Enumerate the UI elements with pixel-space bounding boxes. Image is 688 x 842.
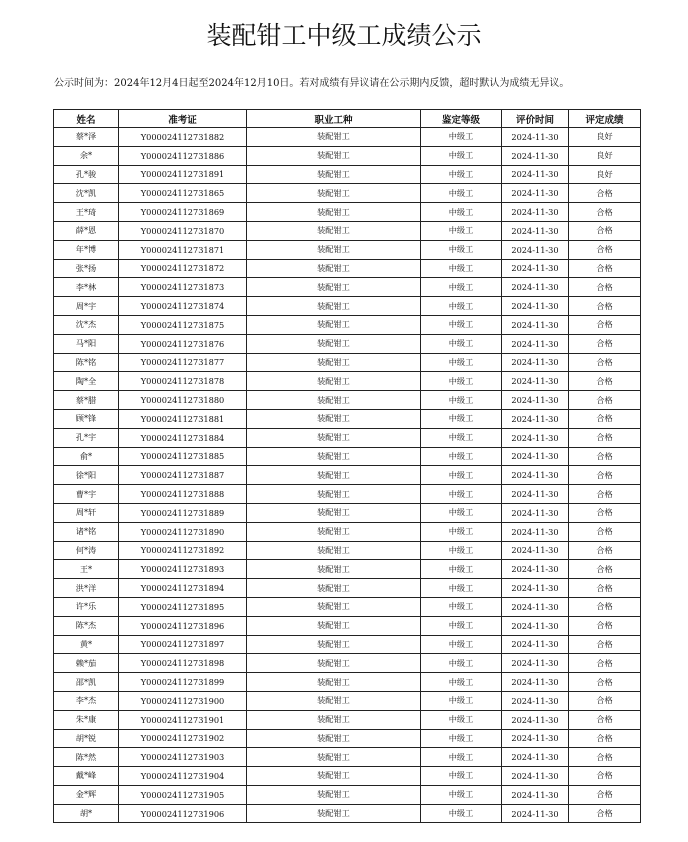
cell-result: 合格: [569, 785, 641, 804]
cell-occupation: 装配钳工: [247, 785, 421, 804]
table-row: [54, 541, 641, 560]
cell-name: 戴*峰: [54, 767, 119, 786]
cell-eval-date: 2024-11-30: [502, 503, 569, 522]
cell-exam-id: Y000024112731893: [119, 560, 247, 579]
cell-exam-id: Y000024112731874: [119, 297, 247, 316]
cell-exam-id: Y000024112731906: [119, 804, 247, 823]
cell-exam-id: Y000024112731873: [119, 278, 247, 297]
cell-level: 中级工: [421, 485, 502, 504]
cell-result: 合格: [569, 334, 641, 353]
cell-name: 陈*铭: [54, 353, 119, 372]
cell-level: 中级工: [421, 748, 502, 767]
cell-eval-date: 2024-11-30: [502, 428, 569, 447]
cell-eval-date: 2024-11-30: [502, 710, 569, 729]
cell-name: 曹*宇: [54, 485, 119, 504]
cell-exam-id: Y000024112731869: [119, 203, 247, 222]
cell-exam-id: Y000024112731889: [119, 503, 247, 522]
table-row: [54, 654, 641, 673]
cell-exam-id: Y000024112731904: [119, 767, 247, 786]
cell-exam-id: Y000024112731878: [119, 372, 247, 391]
cell-name: 俞*: [54, 447, 119, 466]
cell-occupation: 装配钳工: [247, 522, 421, 541]
cell-exam-id: Y000024112731877: [119, 353, 247, 372]
cell-eval-date: 2024-11-30: [502, 748, 569, 767]
cell-exam-id: Y000024112731881: [119, 409, 247, 428]
cell-result: 合格: [569, 597, 641, 616]
cell-name: 薛*恩: [54, 221, 119, 240]
cell-occupation: 装配钳工: [247, 579, 421, 598]
table-row: [54, 616, 641, 635]
header-exam-id: 准考证: [119, 110, 247, 128]
cell-exam-id: Y000024112731895: [119, 597, 247, 616]
table-row: [54, 522, 641, 541]
cell-name: 徐*阳: [54, 466, 119, 485]
cell-eval-date: 2024-11-30: [502, 315, 569, 334]
cell-occupation: 装配钳工: [247, 710, 421, 729]
table-row: [54, 729, 641, 748]
cell-result: 合格: [569, 767, 641, 786]
cell-exam-id: Y000024112731902: [119, 729, 247, 748]
cell-level: 中级工: [421, 597, 502, 616]
cell-level: 中级工: [421, 146, 502, 165]
cell-name: 孔*骏: [54, 165, 119, 184]
table-row: [54, 447, 641, 466]
cell-occupation: 装配钳工: [247, 635, 421, 654]
cell-level: 中级工: [421, 221, 502, 240]
cell-exam-id: Y000024112731865: [119, 184, 247, 203]
cell-eval-date: 2024-11-30: [502, 691, 569, 710]
cell-name: 王*琦: [54, 203, 119, 222]
cell-name: 邵*凯: [54, 673, 119, 692]
cell-eval-date: 2024-11-30: [502, 334, 569, 353]
table-row: [54, 597, 641, 616]
cell-name: 陈*杰: [54, 616, 119, 635]
cell-name: 蔡*腊: [54, 391, 119, 410]
table-row: [54, 409, 641, 428]
cell-exam-id: Y000024112731885: [119, 447, 247, 466]
cell-eval-date: 2024-11-30: [502, 165, 569, 184]
header-name: 姓名: [54, 110, 119, 128]
table-row: [54, 128, 641, 147]
table-header-row: [54, 110, 641, 128]
cell-exam-id: Y000024112731884: [119, 428, 247, 447]
cell-result: 合格: [569, 635, 641, 654]
cell-eval-date: 2024-11-30: [502, 579, 569, 598]
cell-level: 中级工: [421, 560, 502, 579]
table-row: [54, 466, 641, 485]
cell-name: 陈*然: [54, 748, 119, 767]
cell-occupation: 装配钳工: [247, 297, 421, 316]
table-row: [54, 710, 641, 729]
cell-level: 中级工: [421, 691, 502, 710]
cell-level: 中级工: [421, 635, 502, 654]
cell-result: 合格: [569, 391, 641, 410]
cell-name: 周*轩: [54, 503, 119, 522]
cell-level: 中级工: [421, 579, 502, 598]
table-row: [54, 785, 641, 804]
cell-occupation: 装配钳工: [247, 691, 421, 710]
cell-eval-date: 2024-11-30: [502, 654, 569, 673]
cell-level: 中级工: [421, 315, 502, 334]
publicity-notice: 公示时间为：2024年12月4日起至2024年12月10日。若对成绩有异议请在公示期内反馈，超时默认为成绩无异议。: [54, 78, 570, 89]
cell-result: 合格: [569, 579, 641, 598]
cell-eval-date: 2024-11-30: [502, 447, 569, 466]
cell-result: 合格: [569, 447, 641, 466]
results-table: [53, 109, 641, 823]
cell-exam-id: Y000024112731870: [119, 221, 247, 240]
cell-name: 沈*杰: [54, 315, 119, 334]
table-row: [54, 673, 641, 692]
table-row: [54, 184, 641, 203]
cell-name: 胡*: [54, 804, 119, 823]
cell-occupation: 装配钳工: [247, 466, 421, 485]
cell-eval-date: 2024-11-30: [502, 597, 569, 616]
cell-eval-date: 2024-11-30: [502, 391, 569, 410]
cell-result: 合格: [569, 240, 641, 259]
table-row: [54, 691, 641, 710]
cell-eval-date: 2024-11-30: [502, 673, 569, 692]
table-row: [54, 767, 641, 786]
cell-eval-date: 2024-11-30: [502, 616, 569, 635]
cell-eval-date: 2024-11-30: [502, 240, 569, 259]
cell-exam-id: Y000024112731891: [119, 165, 247, 184]
header-level: 鉴定等级: [421, 110, 502, 128]
cell-name: 张*扬: [54, 259, 119, 278]
cell-result: 合格: [569, 522, 641, 541]
cell-level: 中级工: [421, 240, 502, 259]
cell-level: 中级工: [421, 409, 502, 428]
cell-level: 中级工: [421, 297, 502, 316]
cell-result: 合格: [569, 691, 641, 710]
table-row: [54, 560, 641, 579]
cell-eval-date: 2024-11-30: [502, 804, 569, 823]
cell-result: 合格: [569, 203, 641, 222]
cell-occupation: 装配钳工: [247, 503, 421, 522]
cell-level: 中级工: [421, 785, 502, 804]
table-row: [54, 297, 641, 316]
table-row: [54, 165, 641, 184]
table-row: [54, 391, 641, 410]
cell-result: 合格: [569, 184, 641, 203]
cell-name: 黄*: [54, 635, 119, 654]
table-row: [54, 240, 641, 259]
cell-occupation: 装配钳工: [247, 560, 421, 579]
table-row: [54, 334, 641, 353]
cell-exam-id: Y000024112731899: [119, 673, 247, 692]
cell-exam-id: Y000024112731903: [119, 748, 247, 767]
cell-occupation: 装配钳工: [247, 597, 421, 616]
table-row: [54, 804, 641, 823]
cell-level: 中级工: [421, 372, 502, 391]
cell-name: 诸*铭: [54, 522, 119, 541]
cell-result: 合格: [569, 616, 641, 635]
cell-exam-id: Y000024112731894: [119, 579, 247, 598]
cell-occupation: 装配钳工: [247, 409, 421, 428]
cell-name: 李*杰: [54, 691, 119, 710]
cell-result: 良好: [569, 165, 641, 184]
cell-eval-date: 2024-11-30: [502, 409, 569, 428]
cell-level: 中级工: [421, 278, 502, 297]
cell-eval-date: 2024-11-30: [502, 522, 569, 541]
cell-occupation: 装配钳工: [247, 391, 421, 410]
cell-result: 合格: [569, 729, 641, 748]
cell-occupation: 装配钳工: [247, 767, 421, 786]
cell-result: 合格: [569, 278, 641, 297]
cell-eval-date: 2024-11-30: [502, 353, 569, 372]
cell-exam-id: Y000024112731892: [119, 541, 247, 560]
cell-exam-id: Y000024112731887: [119, 466, 247, 485]
cell-level: 中级工: [421, 673, 502, 692]
cell-level: 中级工: [421, 447, 502, 466]
cell-result: 合格: [569, 485, 641, 504]
cell-name: 胡*锐: [54, 729, 119, 748]
cell-name: 沈*凯: [54, 184, 119, 203]
cell-result: 合格: [569, 804, 641, 823]
table-body: [54, 128, 641, 823]
table-row: [54, 503, 641, 522]
cell-occupation: 装配钳工: [247, 146, 421, 165]
cell-result: 合格: [569, 466, 641, 485]
cell-exam-id: Y000024112731886: [119, 146, 247, 165]
cell-level: 中级工: [421, 522, 502, 541]
cell-level: 中级工: [421, 710, 502, 729]
header-result: 评定成绩: [569, 110, 641, 128]
cell-result: 合格: [569, 541, 641, 560]
cell-level: 中级工: [421, 165, 502, 184]
cell-eval-date: 2024-11-30: [502, 278, 569, 297]
cell-eval-date: 2024-11-30: [502, 541, 569, 560]
cell-eval-date: 2024-11-30: [502, 635, 569, 654]
page-title: 装配钳工中级工成绩公示: [206, 21, 482, 50]
cell-name: 马*阳: [54, 334, 119, 353]
cell-level: 中级工: [421, 259, 502, 278]
cell-result: 合格: [569, 221, 641, 240]
cell-result: 合格: [569, 428, 641, 447]
cell-exam-id: Y000024112731882: [119, 128, 247, 147]
cell-occupation: 装配钳工: [247, 221, 421, 240]
cell-result: 合格: [569, 673, 641, 692]
cell-level: 中级工: [421, 541, 502, 560]
cell-exam-id: Y000024112731876: [119, 334, 247, 353]
cell-level: 中级工: [421, 203, 502, 222]
cell-occupation: 装配钳工: [247, 673, 421, 692]
table-row: [54, 485, 641, 504]
cell-level: 中级工: [421, 616, 502, 635]
cell-eval-date: 2024-11-30: [502, 184, 569, 203]
cell-exam-id: Y000024112731888: [119, 485, 247, 504]
cell-eval-date: 2024-11-30: [502, 560, 569, 579]
cell-result: 合格: [569, 503, 641, 522]
table-row: [54, 203, 641, 222]
cell-level: 中级工: [421, 128, 502, 147]
cell-occupation: 装配钳工: [247, 804, 421, 823]
cell-exam-id: Y000024112731872: [119, 259, 247, 278]
cell-exam-id: Y000024112731897: [119, 635, 247, 654]
header-eval-date: 评价时间: [502, 110, 569, 128]
cell-eval-date: 2024-11-30: [502, 221, 569, 240]
cell-occupation: 装配钳工: [247, 353, 421, 372]
cell-name: 李*林: [54, 278, 119, 297]
table-row: [54, 372, 641, 391]
cell-occupation: 装配钳工: [247, 748, 421, 767]
cell-occupation: 装配钳工: [247, 541, 421, 560]
cell-exam-id: Y000024112731880: [119, 391, 247, 410]
cell-eval-date: 2024-11-30: [502, 767, 569, 786]
table-row: [54, 315, 641, 334]
cell-result: 合格: [569, 297, 641, 316]
cell-result: 合格: [569, 409, 641, 428]
cell-result: 合格: [569, 372, 641, 391]
cell-level: 中级工: [421, 503, 502, 522]
cell-occupation: 装配钳工: [247, 184, 421, 203]
header-occupation: 职业工种: [247, 110, 421, 128]
table-row: [54, 635, 641, 654]
cell-name: 赖*茄: [54, 654, 119, 673]
cell-eval-date: 2024-11-30: [502, 297, 569, 316]
table-row: [54, 278, 641, 297]
cell-name: 王*: [54, 560, 119, 579]
cell-result: 合格: [569, 654, 641, 673]
cell-eval-date: 2024-11-30: [502, 466, 569, 485]
cell-name: 年*博: [54, 240, 119, 259]
cell-occupation: 装配钳工: [247, 428, 421, 447]
table-row: [54, 428, 641, 447]
cell-level: 中级工: [421, 428, 502, 447]
cell-eval-date: 2024-11-30: [502, 485, 569, 504]
cell-result: 合格: [569, 259, 641, 278]
cell-name: 洪*洋: [54, 579, 119, 598]
cell-occupation: 装配钳工: [247, 203, 421, 222]
cell-eval-date: 2024-11-30: [502, 128, 569, 147]
cell-name: 顾*锋: [54, 409, 119, 428]
cell-level: 中级工: [421, 466, 502, 485]
cell-eval-date: 2024-11-30: [502, 146, 569, 165]
table-row: [54, 579, 641, 598]
cell-occupation: 装配钳工: [247, 278, 421, 297]
cell-exam-id: Y000024112731900: [119, 691, 247, 710]
cell-result: 合格: [569, 710, 641, 729]
cell-exam-id: Y000024112731898: [119, 654, 247, 673]
cell-occupation: 装配钳工: [247, 240, 421, 259]
cell-level: 中级工: [421, 804, 502, 823]
table-row: [54, 748, 641, 767]
cell-occupation: 装配钳工: [247, 447, 421, 466]
cell-eval-date: 2024-11-30: [502, 203, 569, 222]
cell-level: 中级工: [421, 353, 502, 372]
table-row: [54, 353, 641, 372]
cell-level: 中级工: [421, 654, 502, 673]
cell-exam-id: Y000024112731875: [119, 315, 247, 334]
table-row: [54, 259, 641, 278]
cell-name: 许*乐: [54, 597, 119, 616]
cell-occupation: 装配钳工: [247, 128, 421, 147]
cell-occupation: 装配钳工: [247, 165, 421, 184]
cell-result: 合格: [569, 315, 641, 334]
cell-eval-date: 2024-11-30: [502, 372, 569, 391]
cell-name: 周*宇: [54, 297, 119, 316]
cell-result: 合格: [569, 560, 641, 579]
cell-result: 合格: [569, 353, 641, 372]
cell-result: 良好: [569, 146, 641, 165]
cell-level: 中级工: [421, 184, 502, 203]
cell-name: 蔡*泽: [54, 128, 119, 147]
cell-name: 金*辉: [54, 785, 119, 804]
cell-level: 中级工: [421, 767, 502, 786]
cell-name: 何*涛: [54, 541, 119, 560]
cell-eval-date: 2024-11-30: [502, 259, 569, 278]
cell-result: 合格: [569, 748, 641, 767]
cell-occupation: 装配钳工: [247, 654, 421, 673]
table-row: [54, 146, 641, 165]
cell-eval-date: 2024-11-30: [502, 785, 569, 804]
cell-occupation: 装配钳工: [247, 485, 421, 504]
cell-exam-id: Y000024112731896: [119, 616, 247, 635]
cell-eval-date: 2024-11-30: [502, 729, 569, 748]
cell-name: 朱*康: [54, 710, 119, 729]
cell-name: 陶*全: [54, 372, 119, 391]
cell-level: 中级工: [421, 334, 502, 353]
table-row: [54, 221, 641, 240]
cell-occupation: 装配钳工: [247, 259, 421, 278]
cell-name: 孔*宇: [54, 428, 119, 447]
cell-occupation: 装配钳工: [247, 729, 421, 748]
cell-occupation: 装配钳工: [247, 315, 421, 334]
cell-exam-id: Y000024112731871: [119, 240, 247, 259]
cell-level: 中级工: [421, 729, 502, 748]
cell-exam-id: Y000024112731901: [119, 710, 247, 729]
cell-level: 中级工: [421, 391, 502, 410]
cell-exam-id: Y000024112731890: [119, 522, 247, 541]
cell-occupation: 装配钳工: [247, 334, 421, 353]
cell-occupation: 装配钳工: [247, 372, 421, 391]
cell-result: 良好: [569, 128, 641, 147]
cell-name: 余*: [54, 146, 119, 165]
cell-exam-id: Y000024112731905: [119, 785, 247, 804]
cell-occupation: 装配钳工: [247, 616, 421, 635]
